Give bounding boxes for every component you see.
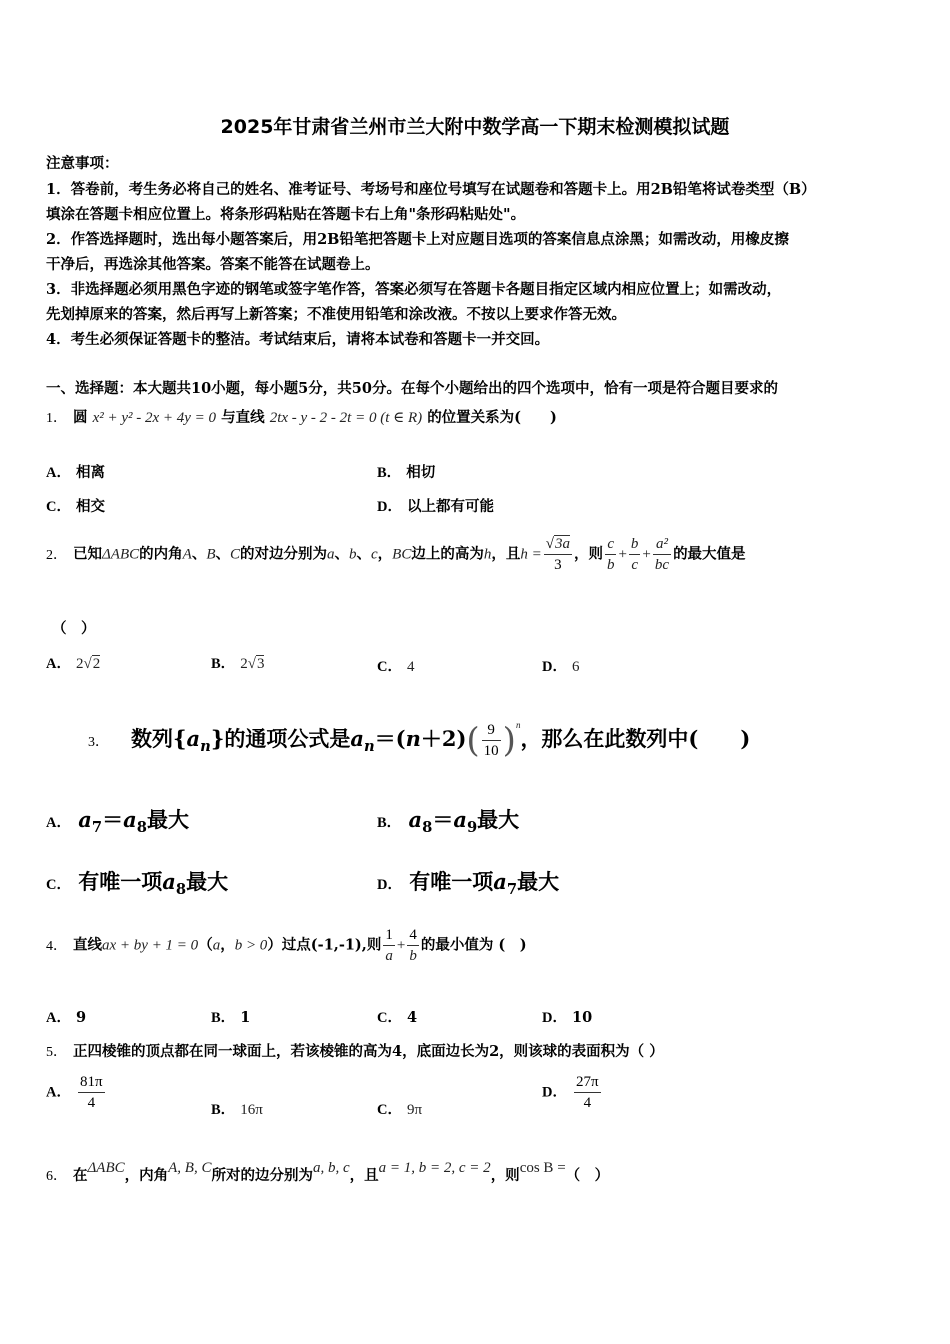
q5-option-d[interactable]: D． $\frac{27\pi}{4}$: [542, 1074, 599, 1111]
q3-option-c[interactable]: C． 有唯一项$a_8$最大: [46, 869, 229, 899]
question-number: 5．: [46, 1045, 67, 1060]
q2-paren: （ ）: [52, 620, 96, 637]
question-number: 3．: [88, 735, 109, 750]
notice-line-6: 先划掉原来的答案，然后再写上新答案；不准使用铅笔和涂改液。不按以上要求作答无效。: [46, 306, 626, 323]
question-number: 6．: [46, 1169, 67, 1184]
q3-option-b[interactable]: B． $a_8=a_9$最大: [377, 807, 520, 837]
q2-option-b[interactable]: B． 2√3: [211, 656, 265, 672]
question-2: 2． 已知ΔABC的内角A、B、C的对边分别为a、b、c，BC边上的高为h，且h = $\frac{√3a}{3}$ ，则 $\frac{c}{b}$ + $\frac{b}{c}$ + $\frac{\text{a²}}{bc}$ 的最大值是: [46, 536, 746, 573]
notice-line-4: 干净后，再选涂其他答案。答案不能答在试题卷上。: [46, 256, 380, 273]
question-4: 4． 直线ax + by + 1 = 0（a，b > 0）过点(-1,-1),则 $\frac{1}{a}$ + $\frac{4}{b}$ 的最小值为 ( ): [46, 927, 527, 964]
question-number: 4．: [46, 938, 67, 954]
q1-option-d[interactable]: D． 以上都有可能: [377, 498, 495, 515]
notice-heading: 注意事项：: [46, 155, 119, 172]
q5-option-c[interactable]: C． 9π: [377, 1102, 423, 1118]
q3-option-d[interactable]: D． 有唯一项$a_7$最大: [377, 869, 560, 899]
q4-option-b[interactable]: B． 1: [211, 1009, 251, 1026]
q4-option-c[interactable]: C． 4: [377, 1009, 418, 1026]
question-6: 6． 在ΔABC，内角A, B, C所对的边分别为a, b, c，且a = 1, b = 2, c = 2，则cos B =（ ）: [46, 1160, 610, 1184]
q4-option-d[interactable]: D． 10: [542, 1009, 593, 1026]
notice-line-2: 填涂在答题卡相应位置上。将条形码粘贴在答题卡右上角"条形码粘贴处"。: [46, 206, 526, 223]
question-5: 5． 正四棱锥的顶点都在同一球面上，若该棱锥的高为4，底面边长为2，则该球的表面积为（ ）: [46, 1043, 664, 1060]
notice-line-3: 2．作答选择题时，选出每小题答案后，用2B铅笔把答题卡上对应题目选项的答案信息点涂黑；如需改动，用橡皮擦: [46, 231, 789, 248]
question-1: 1． 圆 x² + y² - 2x + 4y = 0 与直线 2tx - y - 2 - 2t = 0 (t ∈ R) 的位置关系为( ): [46, 409, 557, 426]
section-heading: 一、选择题：本大题共10小题，每小题5分，共50分。在每个小题给出的四个选项中，恰有一项是符合题目要求的: [46, 380, 778, 397]
q2-option-c[interactable]: C． 4: [377, 659, 415, 675]
question-3: 3． 数列$\{a_n\}$的通项公式是$a_n=(n+2)$( $\frac{9}{10}$ )$^n$，那么在此数列中( ): [88, 720, 751, 761]
q3-option-a[interactable]: A． $a_7=a_8$最大: [46, 807, 189, 837]
notice-line-5: 3．非选择题必须用黑色字迹的钢笔或签字笔作答，答案必须写在答题卡各题目指定区域内相应位置上；如需改动，: [46, 281, 782, 298]
q2-option-d[interactable]: D． 6: [542, 659, 580, 675]
q5-option-a[interactable]: A． $\frac{81\pi}{4}$: [46, 1074, 103, 1111]
question-number: 1．: [46, 411, 67, 426]
q1-option-a[interactable]: A． 相离: [46, 464, 106, 481]
question-number: 2．: [46, 547, 67, 563]
notice-line-1: 1．答卷前，考生务必将自己的姓名、准考证号、考场号和座位号填写在试题卷和答题卡上。用2B铅笔将试卷类型（B）: [46, 181, 816, 198]
q1-option-c[interactable]: C． 相交: [46, 498, 106, 515]
q2-option-a[interactable]: A． 2√2: [46, 656, 101, 672]
notice-line-7: 4．考生必须保证答题卡的整洁。考试结束后，请将本试卷和答题卡一并交回。: [46, 331, 550, 348]
q5-option-b[interactable]: B． 16π: [211, 1102, 263, 1118]
page-title: 2025年甘肃省兰州市兰大附中数学高一下期末检测模拟试题: [220, 116, 730, 138]
circle-equation: x² + y² - 2x + 4y = 0: [92, 410, 217, 426]
height-fraction: $\frac{√3a}{3}$: [545, 536, 570, 573]
q1-option-b[interactable]: B． 相切: [377, 464, 436, 481]
line-equation: 2tx - y - 2 - 2t = 0 (t ∈ R): [269, 410, 423, 426]
q4-option-a[interactable]: A． 9: [46, 1009, 87, 1026]
